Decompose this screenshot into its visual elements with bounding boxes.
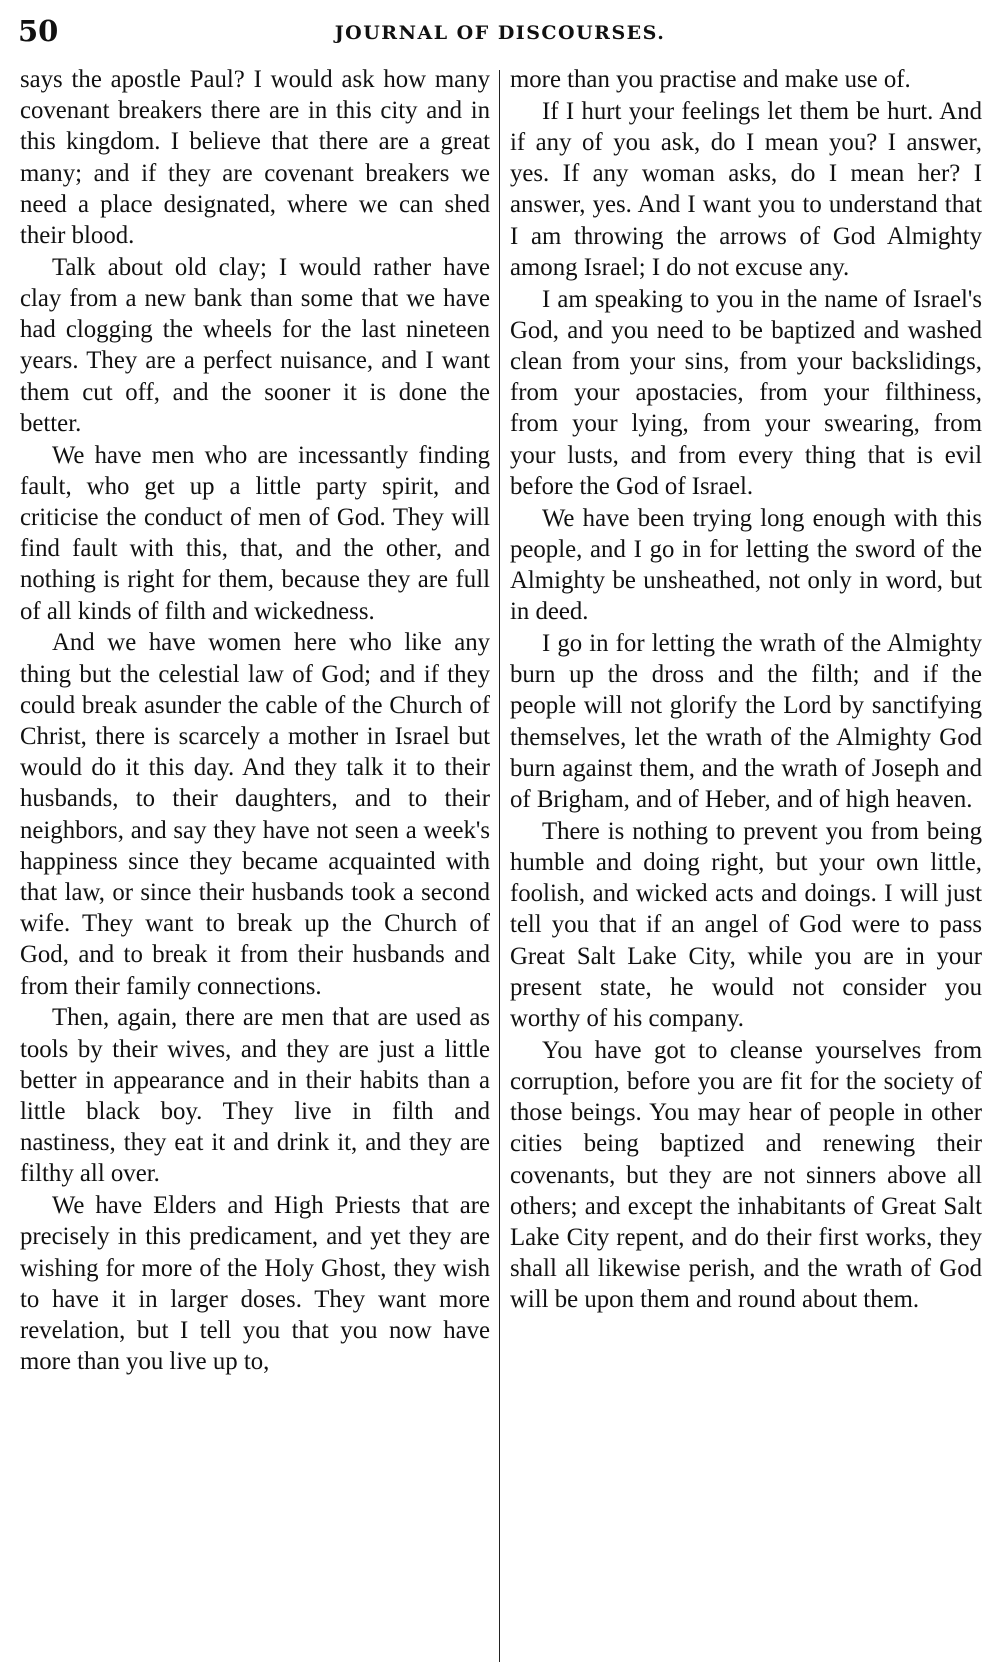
right-column: [510, 64, 982, 1664]
page-header: [18, 8, 982, 64]
paragraph: I am speaking to you in the name of Israel's God, and you need to be baptized and washed clean from your sins, from your backslidings, from your apostacies, from your filthiness, from your lying, from your swearing, from your lusts, and from every thing that is evil before the God of Israel.: [510, 285, 982, 500]
paragraph: If I hurt your feelings let them be hurt. And if any of you ask, do I mean you? I answer, yes. If any woman asks, do I mean her? I answer, yes. And I want you to understand that I am throwing the arrows of God Almighty among Israel; I do not excuse any.: [510, 97, 982, 281]
paragraph: Talk about old clay; I would rather have clay from a new bank than some that we have had clogging the wheels for the last nineteen years. They are a perfect nuisance, and I want them cut off, and the sooner it is done the better.: [20, 253, 490, 437]
left-column: [20, 64, 490, 1664]
column-divider: [499, 70, 500, 1662]
paragraph: You have got to cleanse yourselves from corruption, before you are fit for the society of those beings. You may hear of people in other cities being baptized and renewing their covenants, but they are not sinners above all others; and except the inhabitants of Great Salt Lake City repent, and do their first works, they shall all likewise perish, and the wrath of God will be upon them and round about them.: [510, 1036, 982, 1314]
paragraph: I go in for letting the wrath of the Almighty burn up the dross and the filth; and if the people will not glorify the Lord by sanctifying themselves, let the wrath of the Almighty God burn against them, and the wrath of Joseph and of Brigham, and of Heber, and of high heaven.: [510, 630, 982, 814]
running-title: JOURNAL OF DISCOURSES.: [334, 22, 666, 44]
paragraph: Then, again, there are men that are used as tools by their wives, and they are just a little better in appearance and in their habits than a little black boy. They live in filth and nastiness, they eat it and drink it, and they are filthy all over.: [20, 1004, 490, 1188]
paragraph: We have been trying long enough with this people, and I go in for letting the sword of the Almighty be unsheathed, not only in word, but in deed.: [510, 504, 982, 626]
paragraph: more than you practise and make use of.: [510, 66, 911, 93]
page-number: 50: [18, 14, 59, 48]
paragraph: We have Elders and High Priests that are precisely in this predicament, and yet they are wishing for more of the Holy Ghost, they wish to have it in larger doses. They want more revelation, but I tell you that you now have more than you live up to,: [20, 1192, 490, 1376]
paragraph: We have men who are incessantly finding fault, who get up a little party spirit, and criticise the conduct of men of God. They will find fault with this, that, and the other, and nothing is right for them, because they are full of all kinds of filth and wickedness.: [20, 441, 490, 625]
paragraph: There is nothing to prevent you from being humble and doing right, but your own little, foolish, and wicked acts and doings. I will just tell you that if an angel of God were to pass Great Salt Lake City, while you are in your present state, he would not consider you worthy of his company.: [510, 817, 982, 1033]
paragraph: says the apostle Paul? I would ask how many covenant breakers there are in this city and in this kingdom. I believe that there are a great many; and if they are covenant breakers we need a place designated, where we can shed their blood.: [20, 66, 490, 250]
paragraph: And we have women here who like any thing but the celestial law of God; and if they could break asunder the cable of the Church of Christ, there is scarcely a mother in Israel but would do it this day. And they talk it to their husbands, to their daughters, and to their neighbors, and say they have not seen a week's happiness since they became acquainted with that law, or since their husbands took a second wife. They want to break up the Church of God, and to break it from their husbands and from their family connections.: [20, 629, 490, 1000]
